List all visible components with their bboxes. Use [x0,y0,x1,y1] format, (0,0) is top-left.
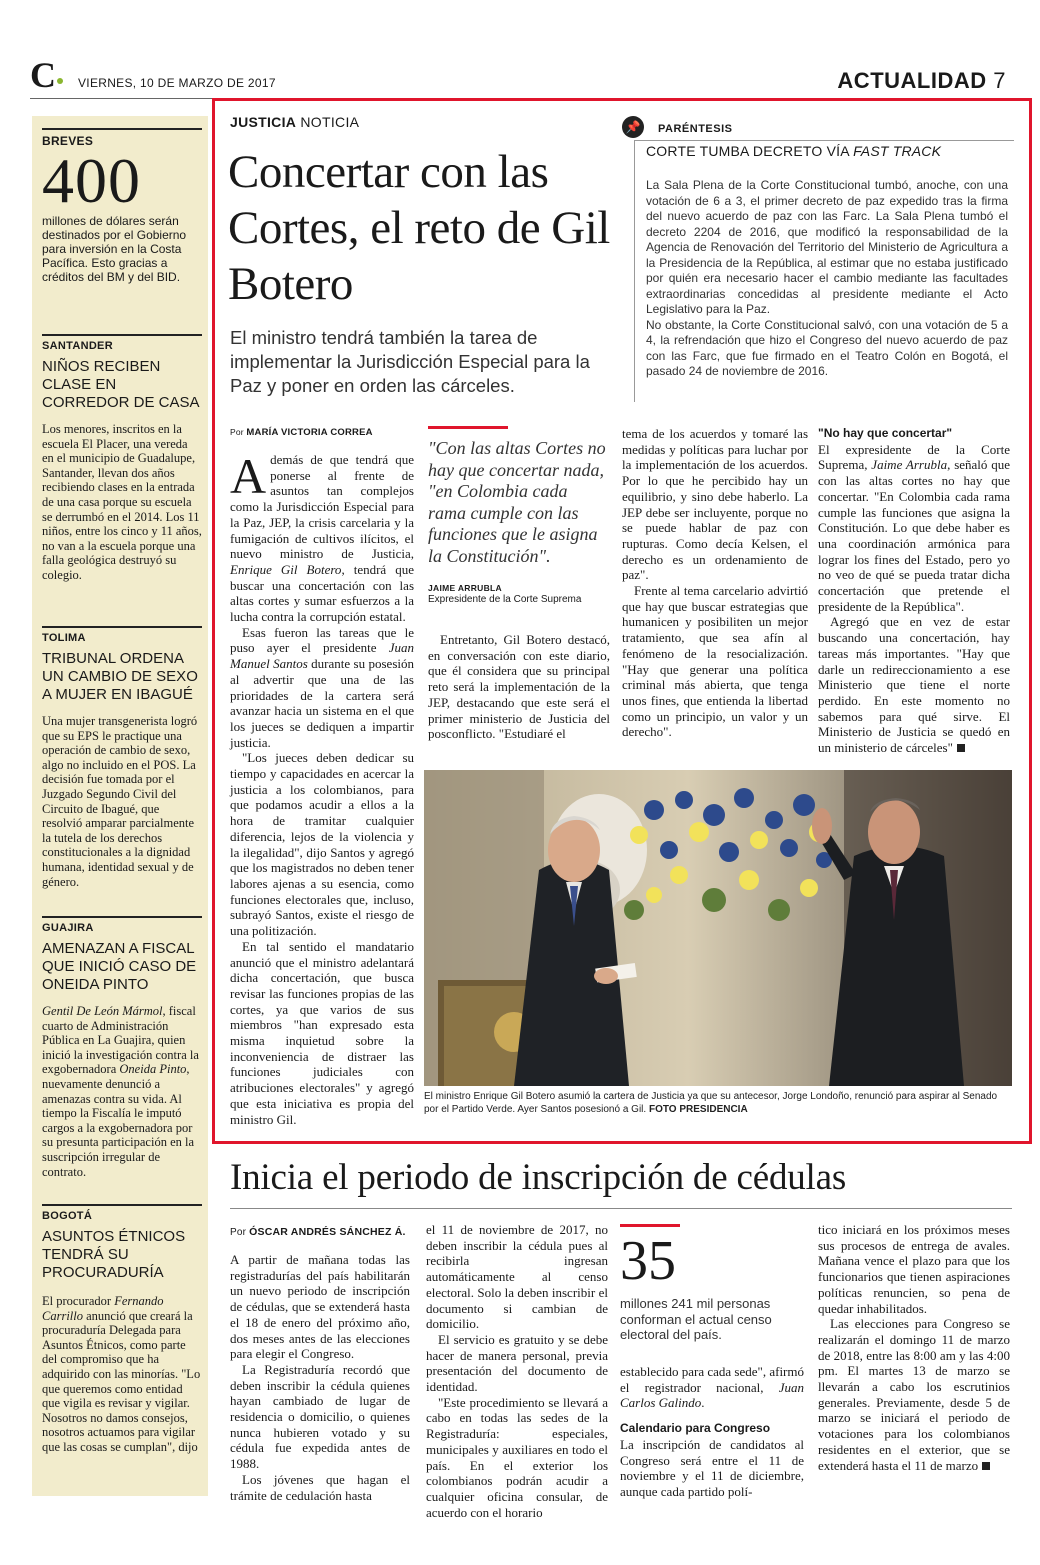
paragraph: "Este procedimiento se llevará a cabo en todas las sedes de la Registraduría: especiales, municipales y auxiliares en todo el país. En el exterior los colombianos podrán acudir a cualquier oficina consular, de acuerdo con el horario [426,1394,608,1520]
paragraph: Frente al tema carcelario advirtió que hay que buscar estrategias que humanicen y posibiliten un mejor tratamiento, que sea afín al fenómeno de la resocialización. "Hay que generar una política criminal más abierta, que tenga unos fines, que entienda la libertad como un principio, un valor y un derecho". [622,583,808,740]
stat-rule [620,1224,680,1227]
sidebar-rule [42,128,202,130]
article-column-4 [818,426,1010,756]
byline-author: MARÍA VICTORIA CORREA [246,427,373,438]
parentesis-subtitle-italic: FAST TRACK [853,143,942,159]
paragraph [230,448,414,625]
sidebar-rule [42,334,202,336]
paragraph: La inscripción de candidatos al Congreso será entre el 11 de noviembre y el 11 de diciembre, aunque cada partido polí- [620,1436,804,1499]
byline [230,1226,406,1238]
issue-date: VIERNES, 10 DE MARZO DE 2017 [78,76,276,90]
article-title: Concertar con las Cortes, el reto de Gil Botero [228,146,610,310]
brief-body: Los menores, inscritos en la escuela El Placer, una vereda en el municipio de Guadalupe, Santander, llevan dos años recibiendo clases en la entrada de una casa porque su escuela se derrumbó en el 2014. Los 11 niños, entre los cinco y 11 años, no van a la escuela porque una falla geológica destruyó su colegio. [42,422,202,582]
paragraph [818,442,1010,615]
brief-person: Gentil De León Mármol [42,1004,163,1018]
brief-text: El procurador [42,1294,115,1308]
text: Agregó que en vez de estar buscando una concertación, hay tareas más importantes. "Hay que darle un redireccionamiento a ese Ministerio que tiene el norte perdido. En este momento no sabemos para qué sirve. El Ministerio de Justicia se quedó en un ministerio de cárceles" [818,614,1010,756]
sidebar-rule [42,626,202,628]
article-column-3 [620,1364,804,1500]
breves-label: BREVES [42,134,94,148]
quote-author: JAIME ARRUBLA [428,583,502,593]
newspaper-logo: C [30,55,56,95]
byline-prefix: Por [230,1227,247,1238]
article-column-2 [426,1222,608,1520]
sidebar-rule [42,916,202,918]
text: . [701,1395,705,1411]
breves-stat-text: millones de dólares serán destinados por el Gobierno para inversión en la Costa Pacífica. Esto gracias a créditos del BM y del BID. [42,214,187,284]
text: durante su posesión al advertir que una de las prioridades de la cartera será avanzar hacia un sistema en el que los jueces se dediquen a impartir justicia. [230,656,414,750]
brief-headline: AMENAZAN A FISCAL QUE INICIÓ CASO DE ONEIDA PINTO [42,940,197,993]
pushpin-icon: 📌 [622,116,644,138]
brief-region: SANTANDER [42,340,113,352]
paragraph: A partir de mañana todas las registradurías del país habilitarán un nuevo periodo de inscripción de cédulas, que se extenderá hasta el 18 de enero del próximo año, dos meses antes de las elecciones para elegir el Congreso. [230,1252,410,1362]
paragraph: Entretanto, Gil Botero destacó, en conversación con este diario, que él considera que su principal reto será la implementación de la JEP, destacando que este será el primer ministerio de Justicia del posconflicto. "Estudiaré el [428,632,610,742]
article-photo [424,770,1012,1086]
brief-text: anunció que creará la procuraduría Delegada para Asuntos Étnicos, como parte del compromiso que ha adquirido con las minorías. "Lo que queremos como entidad que vigila es revisar y vigilar. Nosotros no damos consejos, nosotros actuamos para vigilar que las cosas se cumplan", dijo [42,1308,201,1454]
text: El expresidente de la Corte Suprema, [818,441,1010,473]
kicker-type: NOTICIA [300,114,360,130]
end-mark-icon [982,1462,990,1470]
sidebar-rule [42,1204,202,1206]
section-name: ACTUALIDAD [837,68,987,93]
brief-headline: ASUNTOS ÉTNICOS TENDRÁ SU PROCURADURÍA [42,1228,186,1281]
brief-headline: TRIBUNAL ORDENA UN CAMBIO DE SEXO A MUJER EN IBAGUÉ [42,650,198,703]
parentesis-body [646,178,1008,380]
brief-body [42,1004,202,1179]
brief-text: , fiscal cuarto de Administración Pública en La Guajira, quien inició la investigación contra la exgobernadora [42,1004,199,1077]
brief-headline: NIÑOS RECIBEN CLASE EN CORREDOR DE CASA [42,358,200,411]
parentesis-paragraph: No obstante, la Corte Constitucional salvó, con una votación de 5 a 4, la refrendación que hizo el Congreso del nuevo acuerdo de paz con las Farc, que fue firmado en el Teatro Colón en Bogotá, el pasado 24 de noviembre de 2016. [646,317,1008,378]
parentesis-rule [634,140,1014,141]
paragraph: el 11 de noviembre de 2017, no deben inscribir la cédula pues al recibirla ingresan automáticamente al censo electoral. Solo la deben inscribir el documento si cambian de domicilio. [426,1222,608,1332]
logo-dot-icon [57,78,63,84]
parentesis-border [634,140,635,402]
brief-person: Fernando Carrillo [42,1294,164,1323]
text: demás de que tendrá que ponerse al frente de asuntos tan complejos como la Jurisdicción Especial para la Paz, JEP, la crisis carcelaria y la fumigación de cultivos ilícitos, el nuevo ministro de Justicia, [230,452,414,562]
text: establecido para cada sede", afirmó el registrador nacional, [620,1364,804,1395]
paragraph [620,1364,804,1411]
photo-credit: FOTO PRESIDENCIA [648,1104,748,1115]
section-header [837,68,1006,94]
article-deck: El ministro tendrá también la tarea de implementar la Jurisdicción Especial para la Paz y poner en orden las cárceles. [230,327,590,396]
brief-region: BOGOTÁ [42,1210,93,1222]
byline-prefix: Por [230,427,244,437]
end-mark-icon [957,744,965,752]
paragraph [230,625,414,751]
brief-person: Oneida Pinto [119,1062,187,1077]
paragraph: "Los jueces deben dedicar su tiempo y capacidades en acercar la justicia a los colombianos, para que podamos acudir a ellos a la hora de tramitar cualquier diferencia, lejos de la violencia y la ilegalidad", dijo Santos y agregó que los magistrados no deben tener labores ajenas a su esencia, como funciones electorales que, incluso, subrayó Santos, existe el riesgo de una politización. [230,750,414,939]
byline-author: ÓSCAR ANDRÉS SÁNCHEZ Á. [249,1226,406,1238]
quote-rule [428,426,508,429]
person-name: Juan Carlos Galindo [620,1379,804,1411]
parentesis-subtitle-text: CORTE TUMBA DECRETO VÍA [646,143,849,159]
person-name: Jaime Arrubla [871,457,948,473]
paragraph: tema de los acuerdos y tomaré las medidas y políticas para luchar por la implementación de los acuerdos. Por lo que he percibido hay un equilibrio, y sino debe haberlo. La JEP debe ser incluyente, porque no se puede hablar de paz con rupturas. Como decía Kelsen, el derecho es un ordenamiento de paz". [622,426,808,583]
pull-quote: "Con las altas Cortes no hay que concertar nada, "en Colombia cada rama cumple con las funciones que le asigna la Constitución". [428,438,606,566]
paragraph: El servicio es gratuito y se debe hacer de manera personal, previa presentación del documento de identidad. [426,1331,608,1395]
paragraph: La Registraduría recordó que deben inscribir la cédula quienes hayan cambiado de lugar de residencia o domicilio, o quienes nunca hubieren votado y su cédula fue expedida antes de 1988. [230,1361,410,1472]
text: Las elecciones para Congreso se realizarán el domingo 11 de marzo de 2018, entre las 8:00 am y las 4:00 pm. El martes 13 de marzo se llevarán a cabo los escrutinios generales. Previamente, desde 5 de marzo se iniciará el periodo de votaciones para los colombianos residentes en el exterior, que se extenderá hasta el 11 de marzo [818,1316,1010,1473]
caption-text: El ministro Enrique Gil Botero asumió la cartera de Justicia ya que su antecesor, Jorge Londoño, renunció para aspirar al Senado por el Partido Verde. Ayer Santos posesionó a Gil. [424,1091,998,1115]
drop-cap: A [230,448,267,504]
article-column-3 [622,426,808,740]
parentesis-label: PARÉNTESIS [658,123,733,135]
quote-author-role: Expresidente de la Corte Suprema [428,594,582,605]
article-column-1 [230,1252,410,1503]
kicker-section: JUSTICIA [230,114,297,130]
text: , señaló que con las altas cortes no hay que concertar. "En Colombia cada rama cumple las funciones que asigna la Constitución. Lo que debe haber es una coordinación armónica para lograr los fines del Estado, pero yo no veo de qué se pueda tratar dicha concertación que pretende el presidente de la República". [818,457,1010,614]
text: , tendrá que buscar una concertación con las altas cortes y sumar esfuerzos a la lucha contra la corrupción estatal. [230,561,414,625]
page-number: 7 [993,68,1006,93]
text: Esas fueron las tareas que le puso ayer el presidente [230,624,414,656]
subhead: Calendario para Congreso [620,1421,771,1436]
parentesis-subtitle [646,143,941,159]
article-column-1 [230,448,414,1127]
brief-text: , nuevamente denunció a amenazas contra su vida. Al tiempo la Fiscalía le imputó cargos a la exgobernadora por su presunta participación en la suscripción irregular de contrato. [42,1062,195,1179]
article-column-2 [428,632,610,742]
article-title: Inicia el periodo de inscripción de cédulas [230,1157,847,1198]
paragraph: Los jóvenes que hagan el trámite de cedulación hasta [230,1471,410,1503]
parentesis-paragraph: La Sala Plena de la Corte Constitucional tumbó, anoche, con una votación de 6 a 3, el primer decreto de paz expedido tras la firma del nuevo acuerdo de paz con las Farc. La Sala Plena tumbó el decreto 2204 de 2016, que modificó la responsabilidad de la Agencia de Renovación del Territorio del Ministerio de Agricultura a la Presidencia de la República, al estimar que no estaba justificado por quién era necesario hacer el cambio mediante las facultades extraordinarias concedidas al presidente mediante el Acto Legislativo para la Paz. [646,178,1008,316]
brief-region: GUAJIRA [42,922,94,934]
article-kicker [230,114,359,130]
photo-caption [424,1090,1012,1116]
paragraph: En tal sentido el mandatario anunció que el ministro adelantará dicha concertación, que busca revisar las funciones propias de las cortes, ya que varios de sus miembros "han expresado esta misma inquietud sobre la inconveniencia de distraer las funciones judiciales con atribuciones electorales" y agregó que esta iniciativa es propia del ministro Gil. [230,938,414,1127]
person-name: Juan Manuel Santos [230,640,414,672]
brief-body: Una mujer transgenerista logró que su EPS le practique una operación de cambio de sexo, algo no incluido en el POS. La decisión fue tomada por el Juzgado Segundo Civil del Circuito de Ibagué, que resolvió amparar parcialmente la tutela de los derechos constitucionales a la dignidad humana, identidad sexual y de género. [42,714,198,889]
brief-body [42,1294,202,1455]
stat-text: millones 241 mil personas conforman el actual censo electoral del país. [620,1296,772,1342]
brief-region: TOLIMA [42,632,86,644]
paragraph: tico iniciará en los próximos meses sus procesos de entrega de avales. Mañana vence el plazo para que los funcionarios que tienen aspiraciones políticas renuncien, so pena de quedar inhabilitados. [818,1222,1010,1316]
subhead: "No hay que concertar" [818,426,953,440]
article-column-4 [818,1222,1010,1473]
breves-stat-number: 400 [42,145,141,216]
stat-number: 35 [620,1230,676,1292]
byline [230,427,373,438]
person-name: Enrique Gil Botero [230,561,342,577]
paragraph [818,1316,1010,1473]
paragraph [818,614,1010,755]
title-rule [230,1208,1012,1209]
